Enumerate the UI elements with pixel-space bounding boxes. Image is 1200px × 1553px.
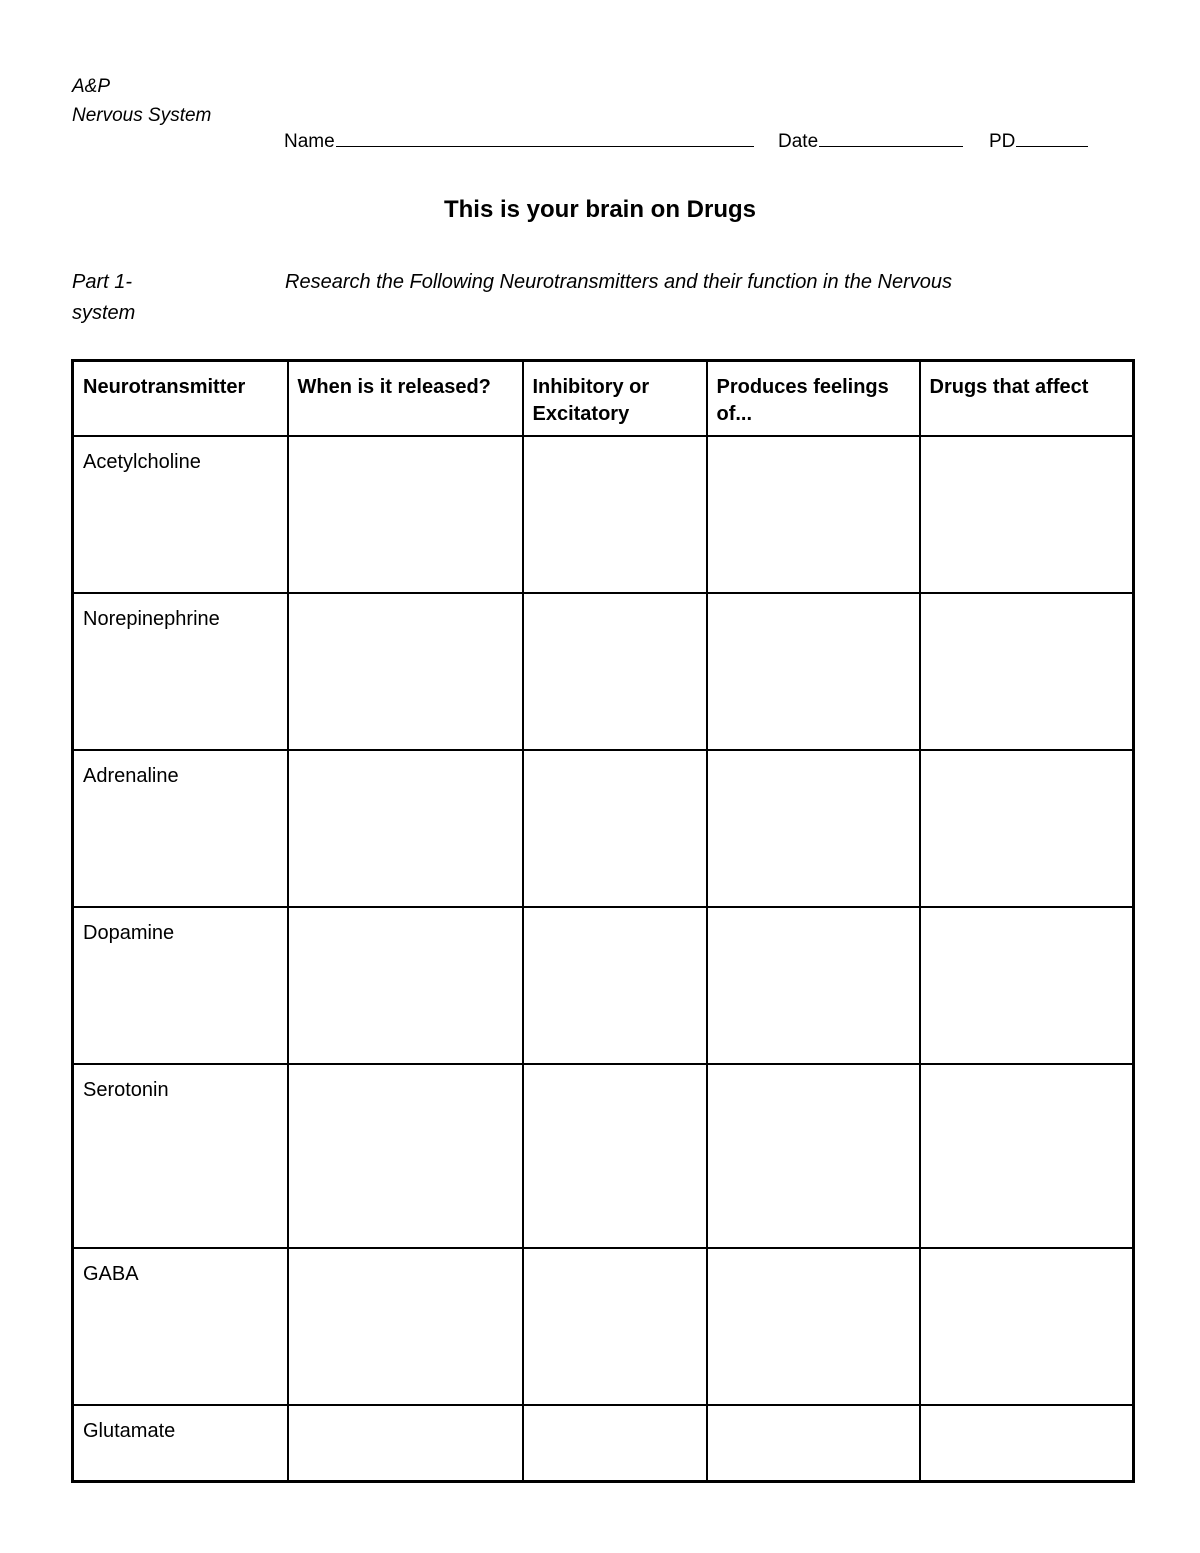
table-row <box>73 750 1134 907</box>
row-label-gaba: GABA <box>73 1248 288 1405</box>
row-label-glutamate: Glutamate <box>73 1405 288 1481</box>
row-label-norepinephrine: Norepinephrine <box>73 593 288 750</box>
answer-cell[interactable] <box>288 907 523 1064</box>
answer-cell[interactable] <box>707 593 920 750</box>
row-label-serotonin: Serotonin <box>73 1064 288 1248</box>
answer-cell[interactable] <box>288 1064 523 1248</box>
date-field[interactable] <box>778 130 963 154</box>
period-label: PD <box>989 131 1016 152</box>
answer-cell[interactable] <box>920 750 1134 907</box>
answer-cell[interactable] <box>288 1248 523 1405</box>
answer-cell[interactable] <box>920 1064 1134 1248</box>
table-row <box>73 436 1134 593</box>
answer-cell[interactable] <box>707 750 920 907</box>
period-blank[interactable] <box>1016 130 1088 147</box>
part-instructions: Research the Following Neurotransmitters and their function in the Nervous <box>285 271 952 293</box>
part-label: Part 1- <box>72 271 133 293</box>
part-instructions-continued: system <box>72 302 136 324</box>
answer-cell[interactable] <box>707 1405 920 1481</box>
answer-cell[interactable] <box>523 907 707 1064</box>
date-blank[interactable] <box>819 130 963 147</box>
answer-cell[interactable] <box>523 1248 707 1405</box>
answer-cell[interactable] <box>288 593 523 750</box>
column-header-drugs-affect: Drugs that affect <box>920 361 1134 437</box>
answer-cell[interactable] <box>523 1405 707 1481</box>
name-field[interactable] <box>284 130 754 154</box>
table-row <box>73 1064 1134 1248</box>
name-blank[interactable] <box>336 130 754 147</box>
table-row <box>73 1405 1134 1481</box>
answer-cell[interactable] <box>523 593 707 750</box>
name-label: Name <box>284 131 335 152</box>
table-row <box>73 593 1134 750</box>
table-header-row <box>73 361 1134 437</box>
row-label-acetylcholine: Acetylcholine <box>73 436 288 593</box>
answer-cell[interactable] <box>523 1064 707 1248</box>
answer-cell[interactable] <box>288 436 523 593</box>
course-header <box>72 72 211 130</box>
answer-cell[interactable] <box>288 750 523 907</box>
neurotransmitter-table <box>71 359 1135 1483</box>
answer-cell[interactable] <box>920 907 1134 1064</box>
answer-cell[interactable] <box>707 907 920 1064</box>
answer-cell[interactable] <box>523 750 707 907</box>
answer-cell[interactable] <box>523 436 707 593</box>
table-row <box>73 1248 1134 1405</box>
answer-cell[interactable] <box>707 436 920 593</box>
answer-cell[interactable] <box>707 1064 920 1248</box>
period-field[interactable] <box>989 130 1088 154</box>
column-header-when-released: When is it released? <box>288 361 523 437</box>
answer-cell[interactable] <box>707 1248 920 1405</box>
answer-cell[interactable] <box>920 1248 1134 1405</box>
column-header-produces-feelings: Produces feelings of... <box>707 361 920 437</box>
column-header-neurotransmitter: Neurotransmitter <box>73 361 288 437</box>
column-header-inhibitory-excitatory: Inhibitory or Excitatory <box>523 361 707 437</box>
date-label: Date <box>778 131 819 152</box>
row-label-dopamine: Dopamine <box>73 907 288 1064</box>
answer-cell[interactable] <box>288 1405 523 1481</box>
answer-cell[interactable] <box>920 1405 1134 1481</box>
table-row <box>73 907 1134 1064</box>
row-label-adrenaline: Adrenaline <box>73 750 288 907</box>
document-title: This is your brain on Drugs <box>443 196 757 223</box>
answer-cell[interactable] <box>920 436 1134 593</box>
course-name: A&P <box>72 76 111 97</box>
answer-cell[interactable] <box>920 593 1134 750</box>
unit-name: Nervous System <box>72 105 212 126</box>
